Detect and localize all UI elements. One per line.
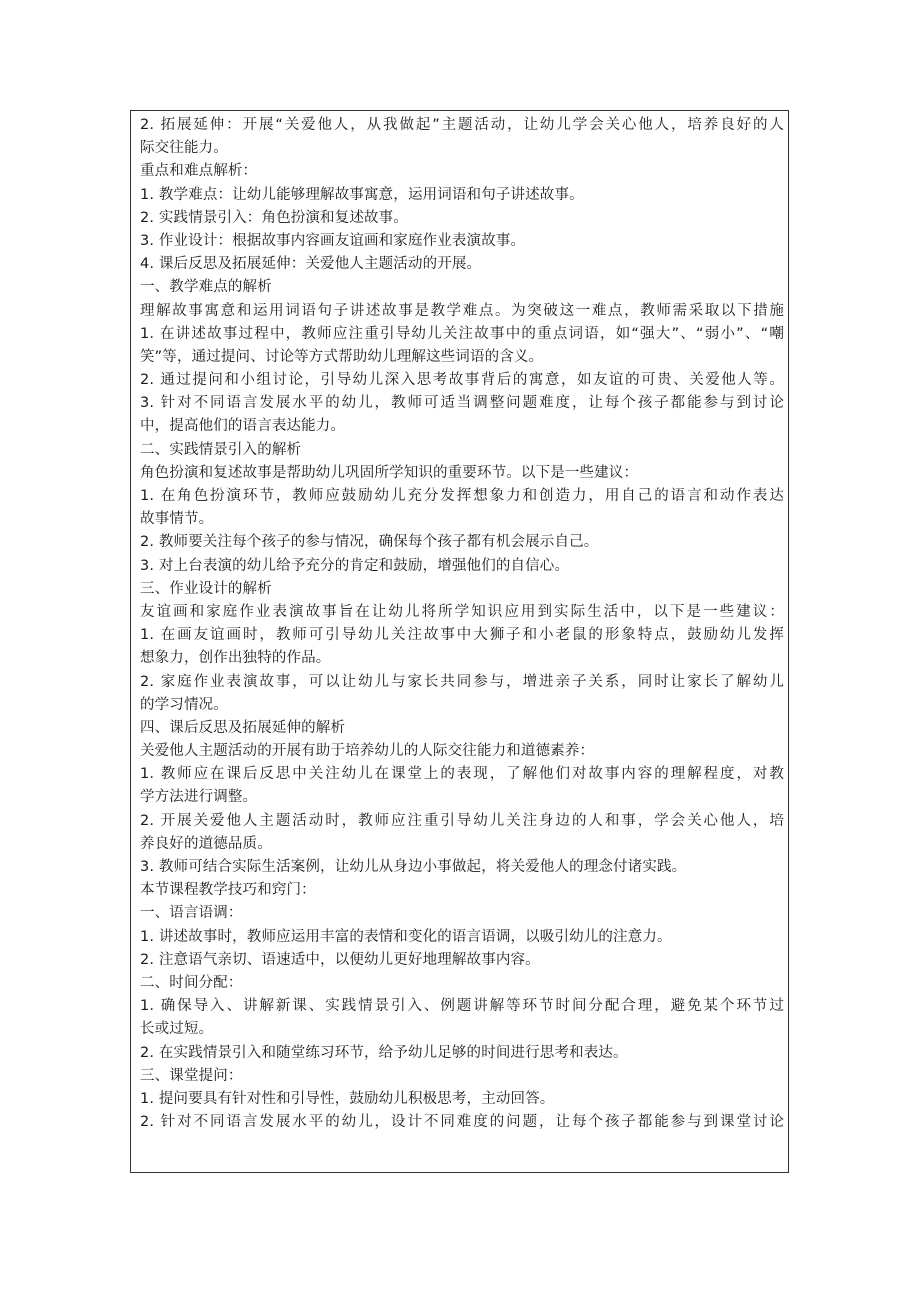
text-line: 1. 在讲述故事过程中，教师应注重引导幼儿关注故事中的重点词语，如“强大”、“弱小”、“嘲 (140, 325, 784, 342)
text-line: 中，提高他们的语言表达能力。 (140, 418, 346, 435)
text-line: 一、语言语调： (140, 905, 243, 922)
text-line: 关爱他人主题活动的开展有助于培养幼儿的人际交往能力和道德素养： (140, 743, 595, 760)
text-line: 2. 家庭作业表演故事，可以让幼儿与家长共同参与，增进亲子关系，同时让家长了解幼儿 (140, 673, 784, 690)
text-line: 2. 实践情景引入：角色扮演和复述故事。 (140, 209, 408, 226)
text-line: 三、课堂提问： (140, 1067, 243, 1084)
text-line: 2. 教师要关注每个孩子的参与情况，确保每个孩子都有机会展示自己。 (140, 534, 599, 551)
text-line: 2. 拓展延伸：开展“关爱他人，从我做起”主题活动，让幼儿学会关心他人，培养良好的人 (140, 117, 784, 133)
document-page (130, 110, 789, 1173)
text-line: 一、教学难点的解析 (140, 279, 272, 296)
text-line: 2. 注意语气亲切、语速适中，以便幼儿更好地理解故事内容。 (140, 951, 540, 968)
text-line: 1. 教师应在课后反思中关注幼儿在课堂上的表现，了解他们对故事内容的理解程度，对教 (140, 766, 784, 783)
text-line: 1. 在角色扮演环节，教师应鼓励幼儿充分发挥想象力和创造力，用自己的语言和动作表达 (140, 488, 784, 504)
text-line: 理解故事寓意和运用词语句子讲述故事是教学难点。为突破这一难点，教师需采取以下措施 (140, 302, 784, 319)
text-line: 际交往能力。 (140, 140, 228, 157)
text-line: 4. 课后反思及拓展延伸：关爱他人主题活动的开展。 (140, 256, 482, 273)
text-line: 二、时间分配： (140, 974, 243, 991)
text-line: 故事情节。 (140, 511, 214, 528)
text-line: 想象力，创作出独特的作品。 (140, 650, 331, 667)
document-body (140, 114, 784, 1134)
text-line: 笑”等，通过提问、讨论等方式帮助幼儿理解这些词语的含义。 (140, 348, 544, 365)
text-line: 1. 教学难点：让幼儿能够理解故事寓意，运用词语和句子讲述故事。 (140, 186, 584, 203)
text-line: 重点和难点解析： (140, 163, 258, 180)
text-line: 2. 在实践情景引入和随堂练习环节，给予幼儿足够的时间进行思考和表达。 (140, 1044, 628, 1061)
text-line: 1. 提问要具有针对性和引导性，鼓励幼儿积极思考，主动回答。 (140, 1090, 555, 1107)
text-line: 2. 开展关爱他人主题活动时，教师应注重引导幼儿关注身边的人和事，学会关心他人，培 (140, 812, 784, 829)
text-line: 本节课程教学技巧和窍门： (140, 882, 316, 899)
text-line: 学方法进行调整。 (140, 789, 258, 806)
text-line: 角色扮演和复述故事是帮助幼儿巩固所学知识的重要环节。以下是一些建议： (140, 464, 639, 481)
text-line: 2. 针对不同语言发展水平的幼儿，设计不同难度的问题，让每个孩子都能参与到课堂讨论 (140, 1114, 784, 1131)
text-line: 2. 通过提问和小组讨论，引导幼儿深入思考故事背后的寓意，如友谊的可贵、关爱他人等。 (140, 372, 784, 389)
text-line: 1. 确保导入、讲解新课、实践情景引入、例题讲解等环节时间分配合理，避免某个环节过 (140, 998, 784, 1015)
text-line: 1. 在画友谊画时，教师可引导幼儿关注故事中大狮子和小老鼠的形象特点，鼓励幼儿发挥 (140, 627, 784, 644)
text-line: 友谊画和家庭作业表演故事旨在让幼儿将所学知识应用到实际生活中，以下是一些建议： (140, 603, 784, 620)
text-line: 三、作业设计的解析 (140, 580, 272, 597)
text-line: 四、课后反思及拓展延伸的解析 (140, 719, 346, 736)
text-line: 二、实践情景引入的解析 (140, 441, 302, 458)
text-line: 3. 对上台表演的幼儿给予充分的肯定和鼓励，增强他们的自信心。 (140, 557, 570, 574)
text-line: 的学习情况。 (140, 696, 228, 713)
text-line: 养良好的道德品质。 (140, 835, 272, 852)
text-line: 3. 教师可结合实际生活案例，让幼儿从身边小事做起，将关爱他人的理念付诸实践。 (140, 859, 687, 875)
text-line: 3. 作业设计：根据故事内容画友谊画和家庭作业表演故事。 (140, 232, 526, 249)
text-line: 长或过短。 (140, 1021, 214, 1038)
text-line: 3. 针对不同语言发展水平的幼儿，教师可适当调整问题难度，让每个孩子都能参与到讨论 (140, 395, 784, 412)
text-line: 1. 讲述故事时，教师应运用丰富的表情和变化的语言语调，以吸引幼儿的注意力。 (140, 928, 672, 945)
